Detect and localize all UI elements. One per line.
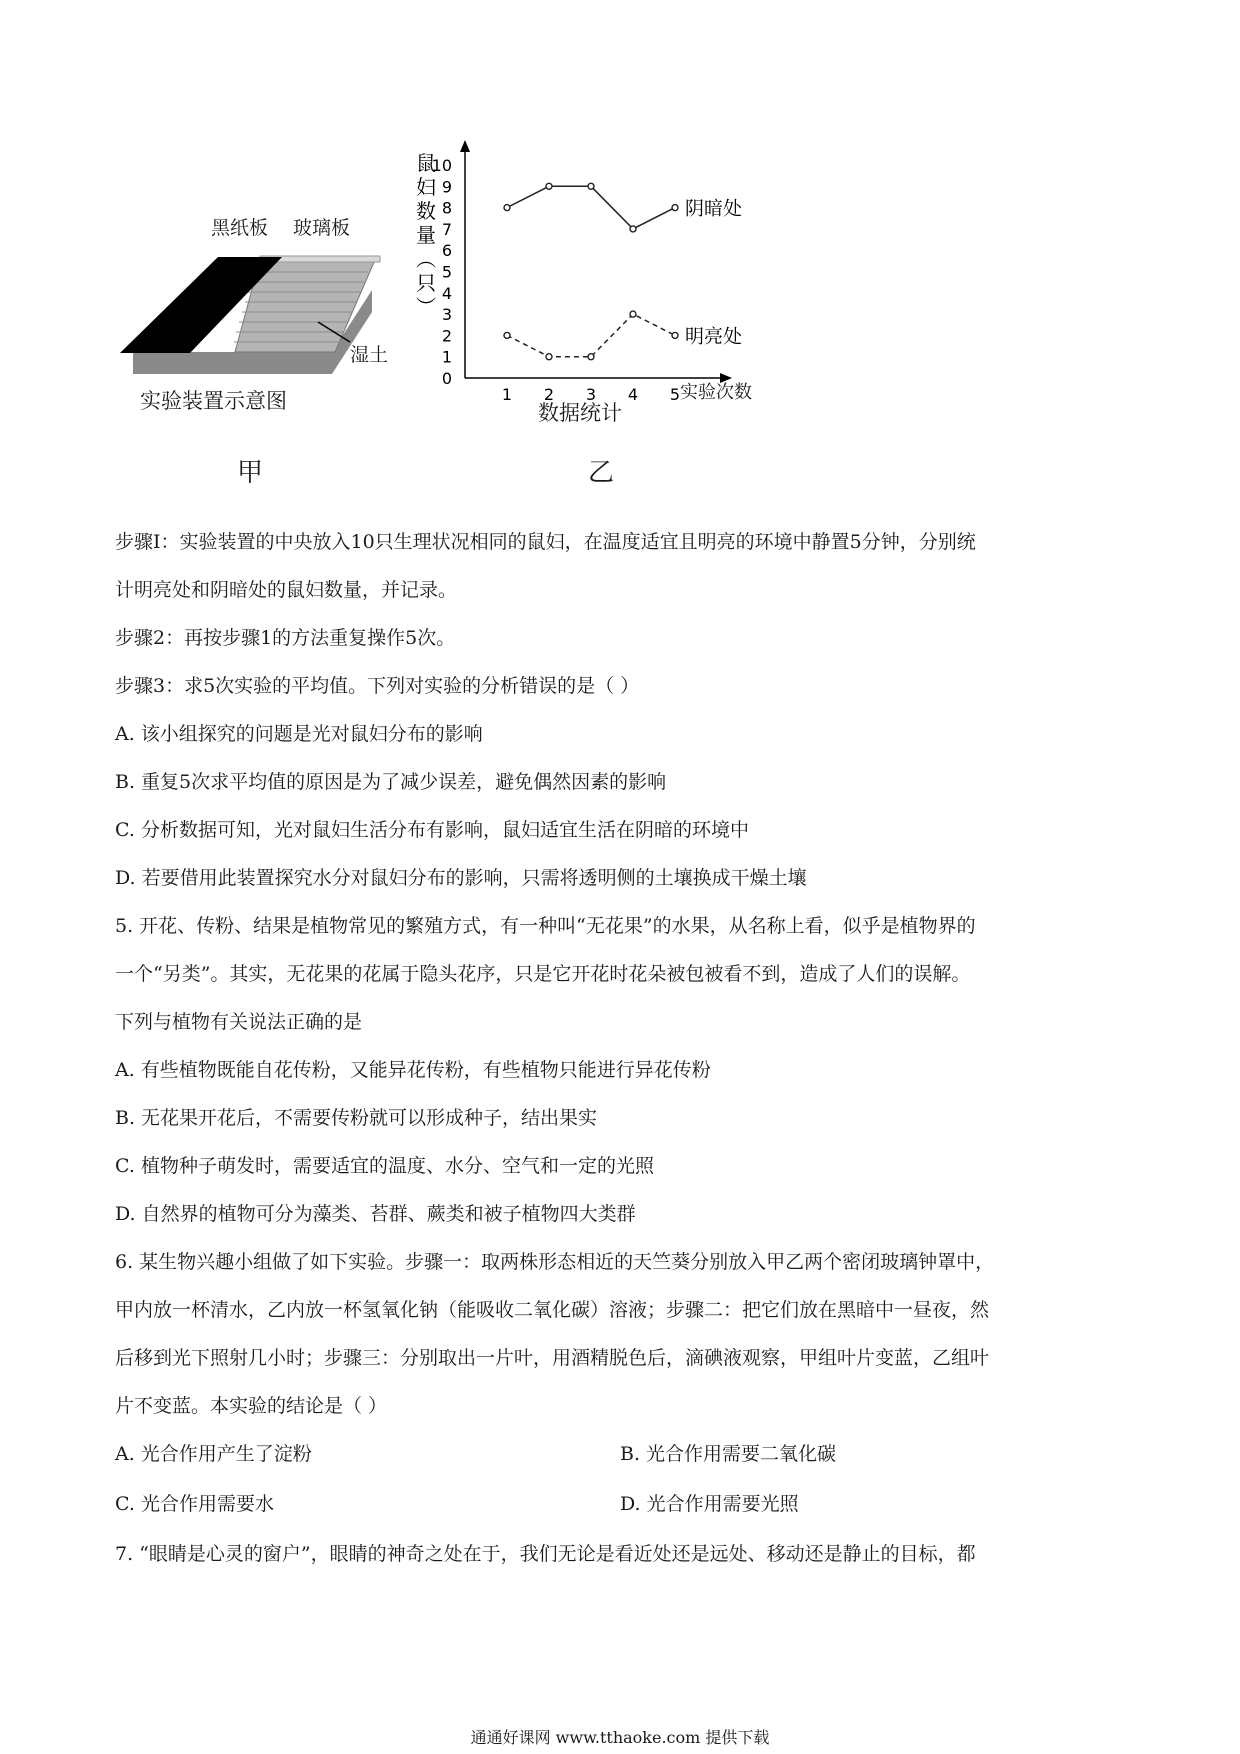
q6-option-c: C. 光合作用需要水 <box>115 1493 274 1515</box>
data-point <box>588 354 594 360</box>
q5-line3: 下列与植物有关说法正确的是 <box>115 1011 363 1033</box>
series-label-2: 明亮处 <box>685 325 743 348</box>
y-axis-arrow <box>460 140 470 152</box>
panel-label-yi: 乙 <box>588 458 615 488</box>
step1-line2: 计明亮处和阴暗处的鼠妇数量，并记录。 <box>115 579 458 601</box>
data-point <box>672 332 678 338</box>
x-tick-label: 4 <box>627 385 639 404</box>
apparatus-diagram <box>120 256 380 374</box>
y-tick-label: 9 <box>441 177 452 197</box>
q6-line2: 甲内放一杯清水，乙内放一杯氢氧化钠（能吸收二氧化碳）溶液；步骤二：把它们放在黑暗中一昼夜，然 <box>115 1299 990 1321</box>
q4-option-d: D. 若要借用此装置探究水分对鼠妇分布的影响，只需将透明侧的土壤换成干燥土壤 <box>115 867 807 889</box>
data-point <box>504 205 510 211</box>
x-tick-label: 2 <box>543 385 555 404</box>
y-tick-label: 8 <box>441 198 452 218</box>
x-tick-label: 3 <box>585 385 597 404</box>
y-tick-label: 10 <box>431 156 452 175</box>
series-line-2 <box>507 314 675 357</box>
series-line-1 <box>507 186 675 229</box>
data-point <box>672 205 678 211</box>
q5-option-d: D. 自然界的植物可分为藻类、苔群、蕨类和被子植物四大类群 <box>115 1203 636 1225</box>
label-glass-board: 玻璃板 <box>293 217 351 239</box>
figure-area <box>0 0 1240 500</box>
q5-option-b: B. 无花果开花后，不需要传粉就可以形成种子，结出果实 <box>115 1107 598 1129</box>
step2: 步骤2：再按步骤1的方法重复操作5次。 <box>115 627 456 649</box>
q4-option-a: A. 该小组探究的问题是光对鼠妇分布的影响 <box>115 723 483 745</box>
step3: 步骤3：求5次实验的平均值。下列对实验的分析错误的是（ ） <box>115 675 640 697</box>
y-tick-label: 6 <box>441 241 452 261</box>
line-chart <box>416 140 742 404</box>
x-tick-label: 1 <box>501 385 513 404</box>
x-axis-label: 实验次数 <box>680 382 752 403</box>
y-tick-label: 0 <box>441 369 452 388</box>
step1-line1: 步骤I：实验装置的中央放入10只生理状况相同的鼠妇，在温度适宜且明亮的环境中静置5分钟，分别统 <box>115 531 976 553</box>
panel-label-jia: 甲 <box>237 458 264 488</box>
q6-line3: 后移到光下照射几小时；步骤三：分别取出一片叶，用酒精脱色后，滴碘液观察，甲组叶片变蓝，乙组叶 <box>115 1347 990 1369</box>
y-tick-label: 3 <box>441 305 452 325</box>
q5-line2: 一个“另类”。其实，无花果的花属于隐头花序，只是它开花时花朵被包被看不到，造成了人们的误解。 <box>115 963 971 985</box>
label-black-board: 黑纸板 <box>211 217 269 239</box>
y-tick-label: 7 <box>441 219 452 239</box>
q4-option-b: B. 重复5次求平均值的原因是为了减少误差，避免偶然因素的影响 <box>115 771 667 793</box>
data-point <box>630 226 636 232</box>
data-point <box>546 354 552 360</box>
y-tick-label: 2 <box>441 326 452 346</box>
label-wet-soil: 湿土 <box>350 344 389 366</box>
q5-option-c: C. 植物种子萌发时，需要适宜的温度、水分、空气和一定的光照 <box>115 1155 654 1177</box>
q6-option-a: A. 光合作用产生了淀粉 <box>115 1443 312 1465</box>
q5-option-a: A. 有些植物既能自花传粉，又能异花传粉，有些植物只能进行异花传粉 <box>115 1059 711 1081</box>
q6-option-b: B. 光合作用需要二氧化碳 <box>620 1443 837 1465</box>
series-label-1: 阴暗处 <box>685 197 743 220</box>
data-point <box>630 311 636 317</box>
x-tick-label: 5 <box>669 385 681 404</box>
y-axis-label: 鼠妇数量︵只︶ <box>416 151 436 319</box>
y-tick-label: 4 <box>441 283 452 303</box>
q7-line1: 7. “眼睛是心灵的窗户”，眼睛的神奇之处在于，我们无论是看近处还是远处、移动还是静止的目标，都 <box>115 1543 976 1565</box>
y-tick-label: 1 <box>441 347 452 367</box>
data-point <box>546 183 552 189</box>
q6-line4: 片不变蓝。本实验的结论是（ ） <box>115 1395 388 1417</box>
q5-line1: 5. 开花、传粉、结果是植物常见的繁殖方式，有一种叫“无花果”的水果，从名称上看，似乎是植物界的 <box>115 915 976 937</box>
q6-option-d: D. 光合作用需要光照 <box>620 1493 799 1515</box>
apparatus-caption: 实验装置示意图 <box>140 389 287 413</box>
page-footer: 通通好课网 www.tthaoke.com 提供下载 <box>470 1728 770 1747</box>
data-point <box>588 183 594 189</box>
q4-option-c: C. 分析数据可知，光对鼠妇生活分布有影响，鼠妇适宜生活在阴暗的环境中 <box>115 819 749 841</box>
chart-title: 数据统计 <box>538 401 622 425</box>
y-tick-label: 5 <box>441 262 452 282</box>
q6-line1: 6. 某生物兴趣小组做了如下实验。步骤一：取两株形态相近的天竺葵分别放入甲乙两个密闭玻璃钟罩中， <box>115 1251 995 1273</box>
data-point <box>504 332 510 338</box>
